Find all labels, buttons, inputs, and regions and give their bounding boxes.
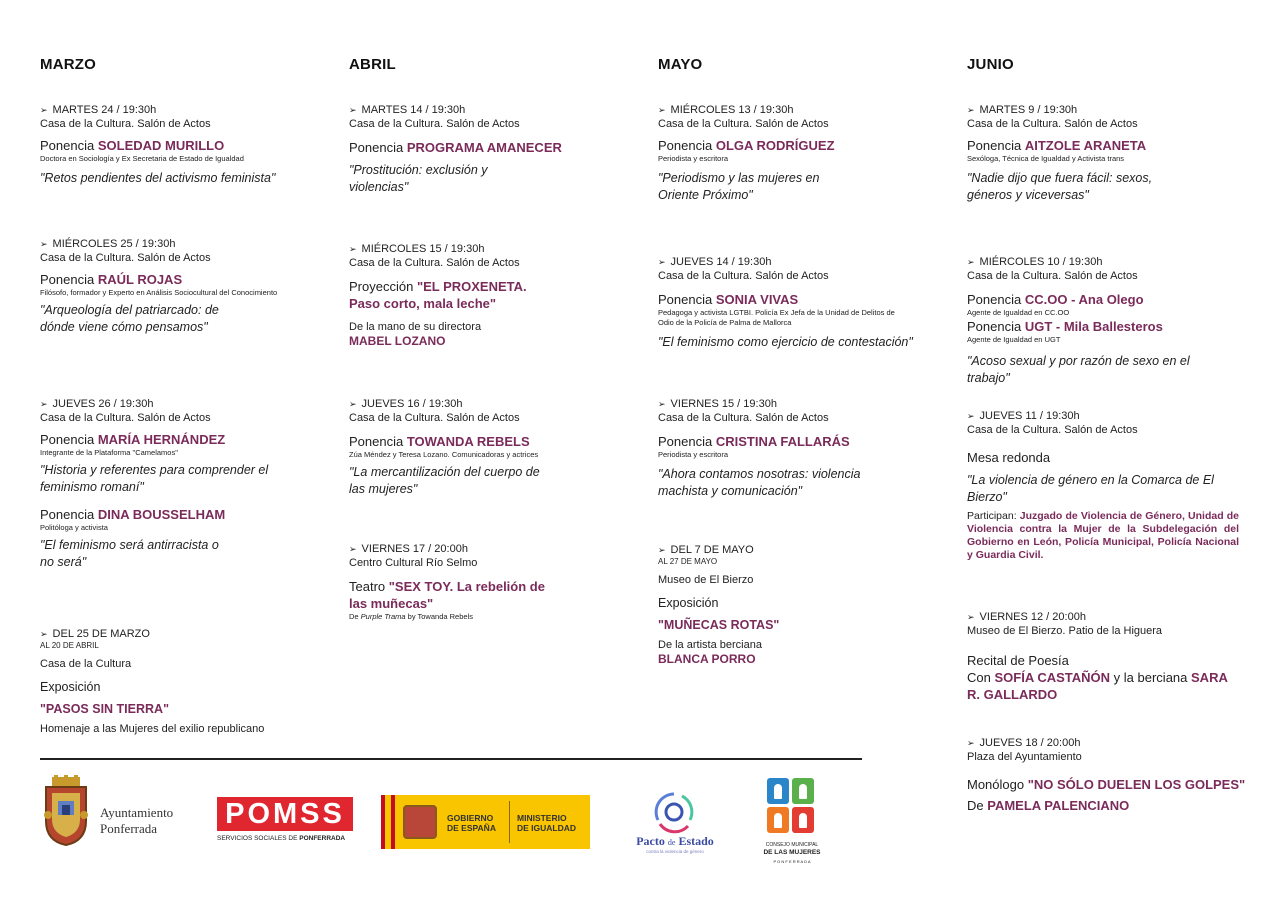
- event: [967, 255, 1262, 387]
- event-place: Casa de la Cultura. Salón de Actos: [658, 412, 829, 424]
- consejo-mujeres-logo: [752, 778, 832, 868]
- event-date: ➢ DEL 25 DE MARZO: [40, 628, 150, 640]
- talk-title: "El feminismo como ejercicio de contestación": [658, 335, 913, 349]
- event-date: ➢ MIÉRCOLES 25 / 19:30h: [40, 238, 176, 250]
- speaker-description: Zúa Méndez y Teresa Lozano. Comunicadoras y actrices: [349, 450, 539, 459]
- arrow-icon: ➢: [349, 399, 357, 409]
- arrow-icon: ➢: [967, 411, 975, 421]
- event-title: Ponencia CC.OO - Ana Olego: [967, 292, 1144, 307]
- consejo-line1: CONSEJO MUNICIPAL: [765, 842, 819, 848]
- event-date: ➢ VIERNES 17 / 20:00h: [349, 543, 468, 555]
- arrow-icon: ➢: [349, 544, 357, 554]
- talk-title: "La mercantilización del cuerpo de las mujeres": [349, 465, 540, 496]
- pomss-logo: [217, 797, 362, 847]
- event: [40, 627, 335, 736]
- event-title: Ponencia PROGRAMA AMANECER: [349, 140, 562, 155]
- speaker-description: Periodista y escritora: [658, 154, 729, 163]
- arrow-icon: ➢: [967, 738, 975, 748]
- event: [40, 237, 335, 336]
- event: [40, 103, 335, 187]
- exhibition-title: "MUÑECAS ROTAS": [658, 618, 780, 632]
- event-place: Casa de la Cultura: [40, 658, 132, 670]
- pomss-wordmark: POMSS: [217, 797, 353, 831]
- logo-separator: [509, 801, 510, 843]
- pacto-circle-icon: [652, 790, 696, 834]
- event-place: Casa de la Cultura. Salón de Actos: [349, 257, 520, 269]
- month-title: MARZO: [40, 56, 96, 73]
- event: [349, 242, 644, 348]
- talk-title: "Prostitución: exclusión y violencias": [349, 163, 488, 194]
- event-title: Ponencia TOWANDA REBELS: [349, 434, 530, 449]
- pacto-subtitle: contra la violencia de género: [646, 849, 704, 854]
- participants: Participan: Juzgado de Violencia de Género, Unidad de Violencia contra la Mujer de la Subdelegación del Gobierno en León, Policía Municipal, Policía Nacional y Guardia Civil.: [967, 510, 1239, 561]
- event: [658, 397, 953, 500]
- event-place: Centro Cultural Río Selmo: [349, 557, 478, 569]
- event-date: ➢ JUEVES 16 / 19:30h: [349, 398, 463, 410]
- event-date-end: AL 27 DE MAYO: [658, 557, 718, 566]
- figure-icon: [774, 784, 782, 799]
- event-title: Ponencia OLGA RODRÍGUEZ: [658, 138, 835, 153]
- event: [349, 103, 644, 196]
- figure-icon: [799, 784, 807, 799]
- arrow-icon: ➢: [967, 612, 975, 622]
- event-title: Teatro "SEX TOY. La rebelión de las muñecas": [349, 579, 545, 611]
- arrow-icon: ➢: [658, 545, 666, 555]
- event-date: ➢ MARTES 24 / 19:30h: [40, 104, 157, 116]
- arrow-icon: ➢: [967, 257, 975, 267]
- event-title: Ponencia RAÚL ROJAS: [40, 272, 183, 287]
- event-title: Ponencia UGT - Mila Ballesteros: [967, 319, 1163, 334]
- event-title: Ponencia DINA BOUSSELHAM: [40, 507, 226, 522]
- pomss-subtitle: SERVICIOS SOCIALES DE PONFERRADA: [217, 835, 346, 842]
- footer-divider: [40, 758, 862, 760]
- event-place: Casa de la Cultura. Salón de Actos: [349, 412, 520, 424]
- event-date: ➢ MIÉRCOLES 13 / 19:30h: [658, 104, 794, 116]
- arrow-icon: ➢: [967, 105, 975, 115]
- event-title: Ponencia CRISTINA FALLARÁS: [658, 434, 850, 449]
- talk-title: "Historia y referentes para comprender el feminismo romaní": [40, 463, 269, 494]
- figure-icon: [774, 813, 782, 828]
- event-kind: Mesa redonda: [967, 450, 1051, 465]
- event-description: De la mano de su directora: [349, 321, 482, 333]
- talk-title: "Nadie dijo que fuera fácil: sexos, géneros y viceversas": [967, 171, 1153, 202]
- arrow-icon: ➢: [658, 257, 666, 267]
- event-place: Casa de la Cultura. Salón de Actos: [967, 118, 1138, 130]
- event: [967, 610, 1262, 703]
- speaker-description: Agente de Igualdad en CC.OO: [967, 308, 1070, 317]
- speaker-description: Pedagoga y activista LGTBI. Policía Ex Jefa de la Unidad de Delitos de Odio de la Policía de Palma de Mallorca: [658, 308, 895, 327]
- month-title: ABRIL: [349, 56, 396, 73]
- event-date: ➢ DEL 7 DE MAYO: [658, 544, 754, 556]
- event-place: Museo de El Bierzo: [658, 574, 754, 586]
- speaker-description: Periodista y escritora: [658, 450, 729, 459]
- month-title: MAYO: [658, 56, 703, 73]
- talk-title: "Acoso sexual y por razón de sexo en el trabajo": [967, 354, 1190, 385]
- ayuntamiento-logo: [40, 775, 180, 847]
- event-title: Proyección "EL PROXENETA. Paso corto, mala leche": [349, 279, 527, 311]
- speaker-description: Integrante de la Plataforma "Camelamos": [40, 448, 178, 457]
- event: [658, 255, 953, 351]
- pacto-estado-logo: [630, 790, 720, 854]
- event: [967, 103, 1262, 204]
- event-place: Casa de la Cultura. Salón de Actos: [40, 412, 211, 424]
- gobierno-ministerio-logo: [381, 795, 590, 849]
- talk-title: "El feminismo será antirracista o no será": [40, 538, 219, 569]
- event-date: ➢ JUEVES 26 / 19:30h: [40, 398, 154, 410]
- ayuntamiento-line1: Ayuntamiento: [100, 805, 174, 820]
- event-kind: Recital de Poesía: [967, 653, 1069, 668]
- event-date: ➢ MIÉRCOLES 15 / 19:30h: [349, 243, 485, 255]
- coat-of-arms-spain-icon: [403, 805, 437, 839]
- event: [658, 543, 953, 666]
- event-place: Casa de la Cultura. Salón de Actos: [658, 270, 829, 282]
- event-date: ➢ JUEVES 18 / 20:00h: [967, 737, 1081, 749]
- event-title: Monólogo "NO SÓLO DUELEN LOS GOLPES": [967, 777, 1246, 792]
- event-kind: Exposición: [40, 680, 101, 694]
- event-date: ➢ MARTES 14 / 19:30h: [349, 104, 466, 116]
- event: [349, 397, 644, 498]
- event-performers: Con SOFÍA CASTAÑÓN y la berciana SARA R. GALLARDO: [967, 670, 1228, 702]
- ministerio-text: MINISTERIO DE IGUALDAD: [517, 813, 577, 833]
- arrow-icon: ➢: [658, 105, 666, 115]
- arrow-icon: ➢: [349, 244, 357, 254]
- event-title: Ponencia SOLEDAD MURILLO: [40, 138, 225, 153]
- talk-title: "La violencia de género en la Comarca de El Bierzo": [967, 473, 1214, 504]
- speaker-description: Doctora en Sociología y Ex Secretaria de Estado de Igualdad: [40, 154, 244, 163]
- spain-flag-stripe: [385, 795, 391, 849]
- event-place: Casa de la Cultura. Salón de Actos: [658, 118, 829, 130]
- event-date-end: AL 20 DE ABRIL: [40, 641, 99, 650]
- talk-title: "Arqueología del patriarcado: de dónde viene cómo pensamos": [40, 303, 219, 334]
- event-place: Casa de la Cultura. Salón de Actos: [40, 252, 211, 264]
- exhibition-title: "PASOS SIN TIERRA": [40, 702, 169, 716]
- pacto-title: Pacto de Estado: [636, 834, 714, 848]
- figure-icon: [799, 813, 807, 828]
- coat-of-arms-icon: [40, 775, 92, 847]
- event-title: Ponencia MARÍA HERNÁNDEZ: [40, 432, 226, 447]
- arrow-icon: ➢: [40, 239, 48, 249]
- speaker-description: Sexóloga, Técnica de Igualdad y Activista trans: [967, 154, 1125, 163]
- event-date: ➢ JUEVES 11 / 19:30h: [967, 410, 1080, 422]
- event-place: Casa de la Cultura. Salón de Actos: [967, 270, 1138, 282]
- speaker-description: Politóloga y activista: [40, 523, 108, 532]
- arrow-icon: ➢: [658, 399, 666, 409]
- event-date: ➢ MARTES 9 / 19:30h: [967, 104, 1078, 116]
- arrow-icon: ➢: [40, 399, 48, 409]
- event-performer: De PAMELA PALENCIANO: [967, 798, 1130, 813]
- event: [349, 542, 644, 622]
- gobierno-text: GOBIERNO DE ESPAÑA: [447, 813, 496, 833]
- event-place: Casa de la Cultura. Salón de Actos: [40, 118, 211, 130]
- consejo-line2: DE LAS MUJERES: [763, 849, 821, 856]
- event: [967, 409, 1262, 562]
- event: [40, 397, 335, 571]
- talk-title: "Periodismo y las mujeres en Oriente Próximo": [658, 171, 820, 202]
- event-title: Ponencia SONIA VIVAS: [658, 292, 799, 307]
- talk-title: "Retos pendientes del activismo feminista": [40, 171, 276, 185]
- arrow-icon: ➢: [40, 629, 48, 639]
- exhibition-description: Homenaje a las Mujeres del exilio republicano: [40, 723, 265, 735]
- consejo-line3: P O N F E R R A D A: [773, 859, 811, 864]
- event-date: ➢ JUEVES 14 / 19:30h: [658, 256, 772, 268]
- speaker-description: Filósofo, formador y Experto en Análisis Sociocultural del Conocimiento: [40, 288, 278, 297]
- event-kind: Exposición: [658, 596, 719, 610]
- event-title: Ponencia AITZOLE ARANETA: [967, 138, 1147, 153]
- event: [967, 736, 1262, 814]
- event-place: Casa de la Cultura. Salón de Actos: [967, 424, 1138, 436]
- talk-title: "Ahora contamos nosotras: violencia machista y comunicación": [658, 467, 861, 498]
- exhibition-description: De la artista berciana: [658, 639, 762, 651]
- company-description: De Purple Trama by Towanda Rebels: [349, 612, 473, 621]
- director-name: MABEL LOZANO: [349, 334, 446, 348]
- artist-name: BLANCA PORRO: [658, 652, 756, 666]
- consejo-icon: [767, 778, 815, 834]
- speaker-description: Agente de Igualdad en UGT: [967, 335, 1061, 344]
- ayuntamiento-line2: Ponferrada: [100, 821, 158, 836]
- arrow-icon: ➢: [40, 105, 48, 115]
- month-title: JUNIO: [967, 56, 1014, 73]
- event-place: Casa de la Cultura. Salón de Actos: [349, 118, 520, 130]
- event-date: ➢ MIÉRCOLES 10 / 19:30h: [967, 256, 1103, 268]
- arrow-icon: ➢: [349, 105, 357, 115]
- event-place: Museo de El Bierzo. Patio de la Higuera: [967, 625, 1163, 637]
- event-date: ➢ VIERNES 15 / 19:30h: [658, 398, 777, 410]
- event-place: Plaza del Ayuntamiento: [967, 751, 1082, 763]
- event: [658, 103, 953, 204]
- event-date: ➢ VIERNES 12 / 20:00h: [967, 611, 1086, 623]
